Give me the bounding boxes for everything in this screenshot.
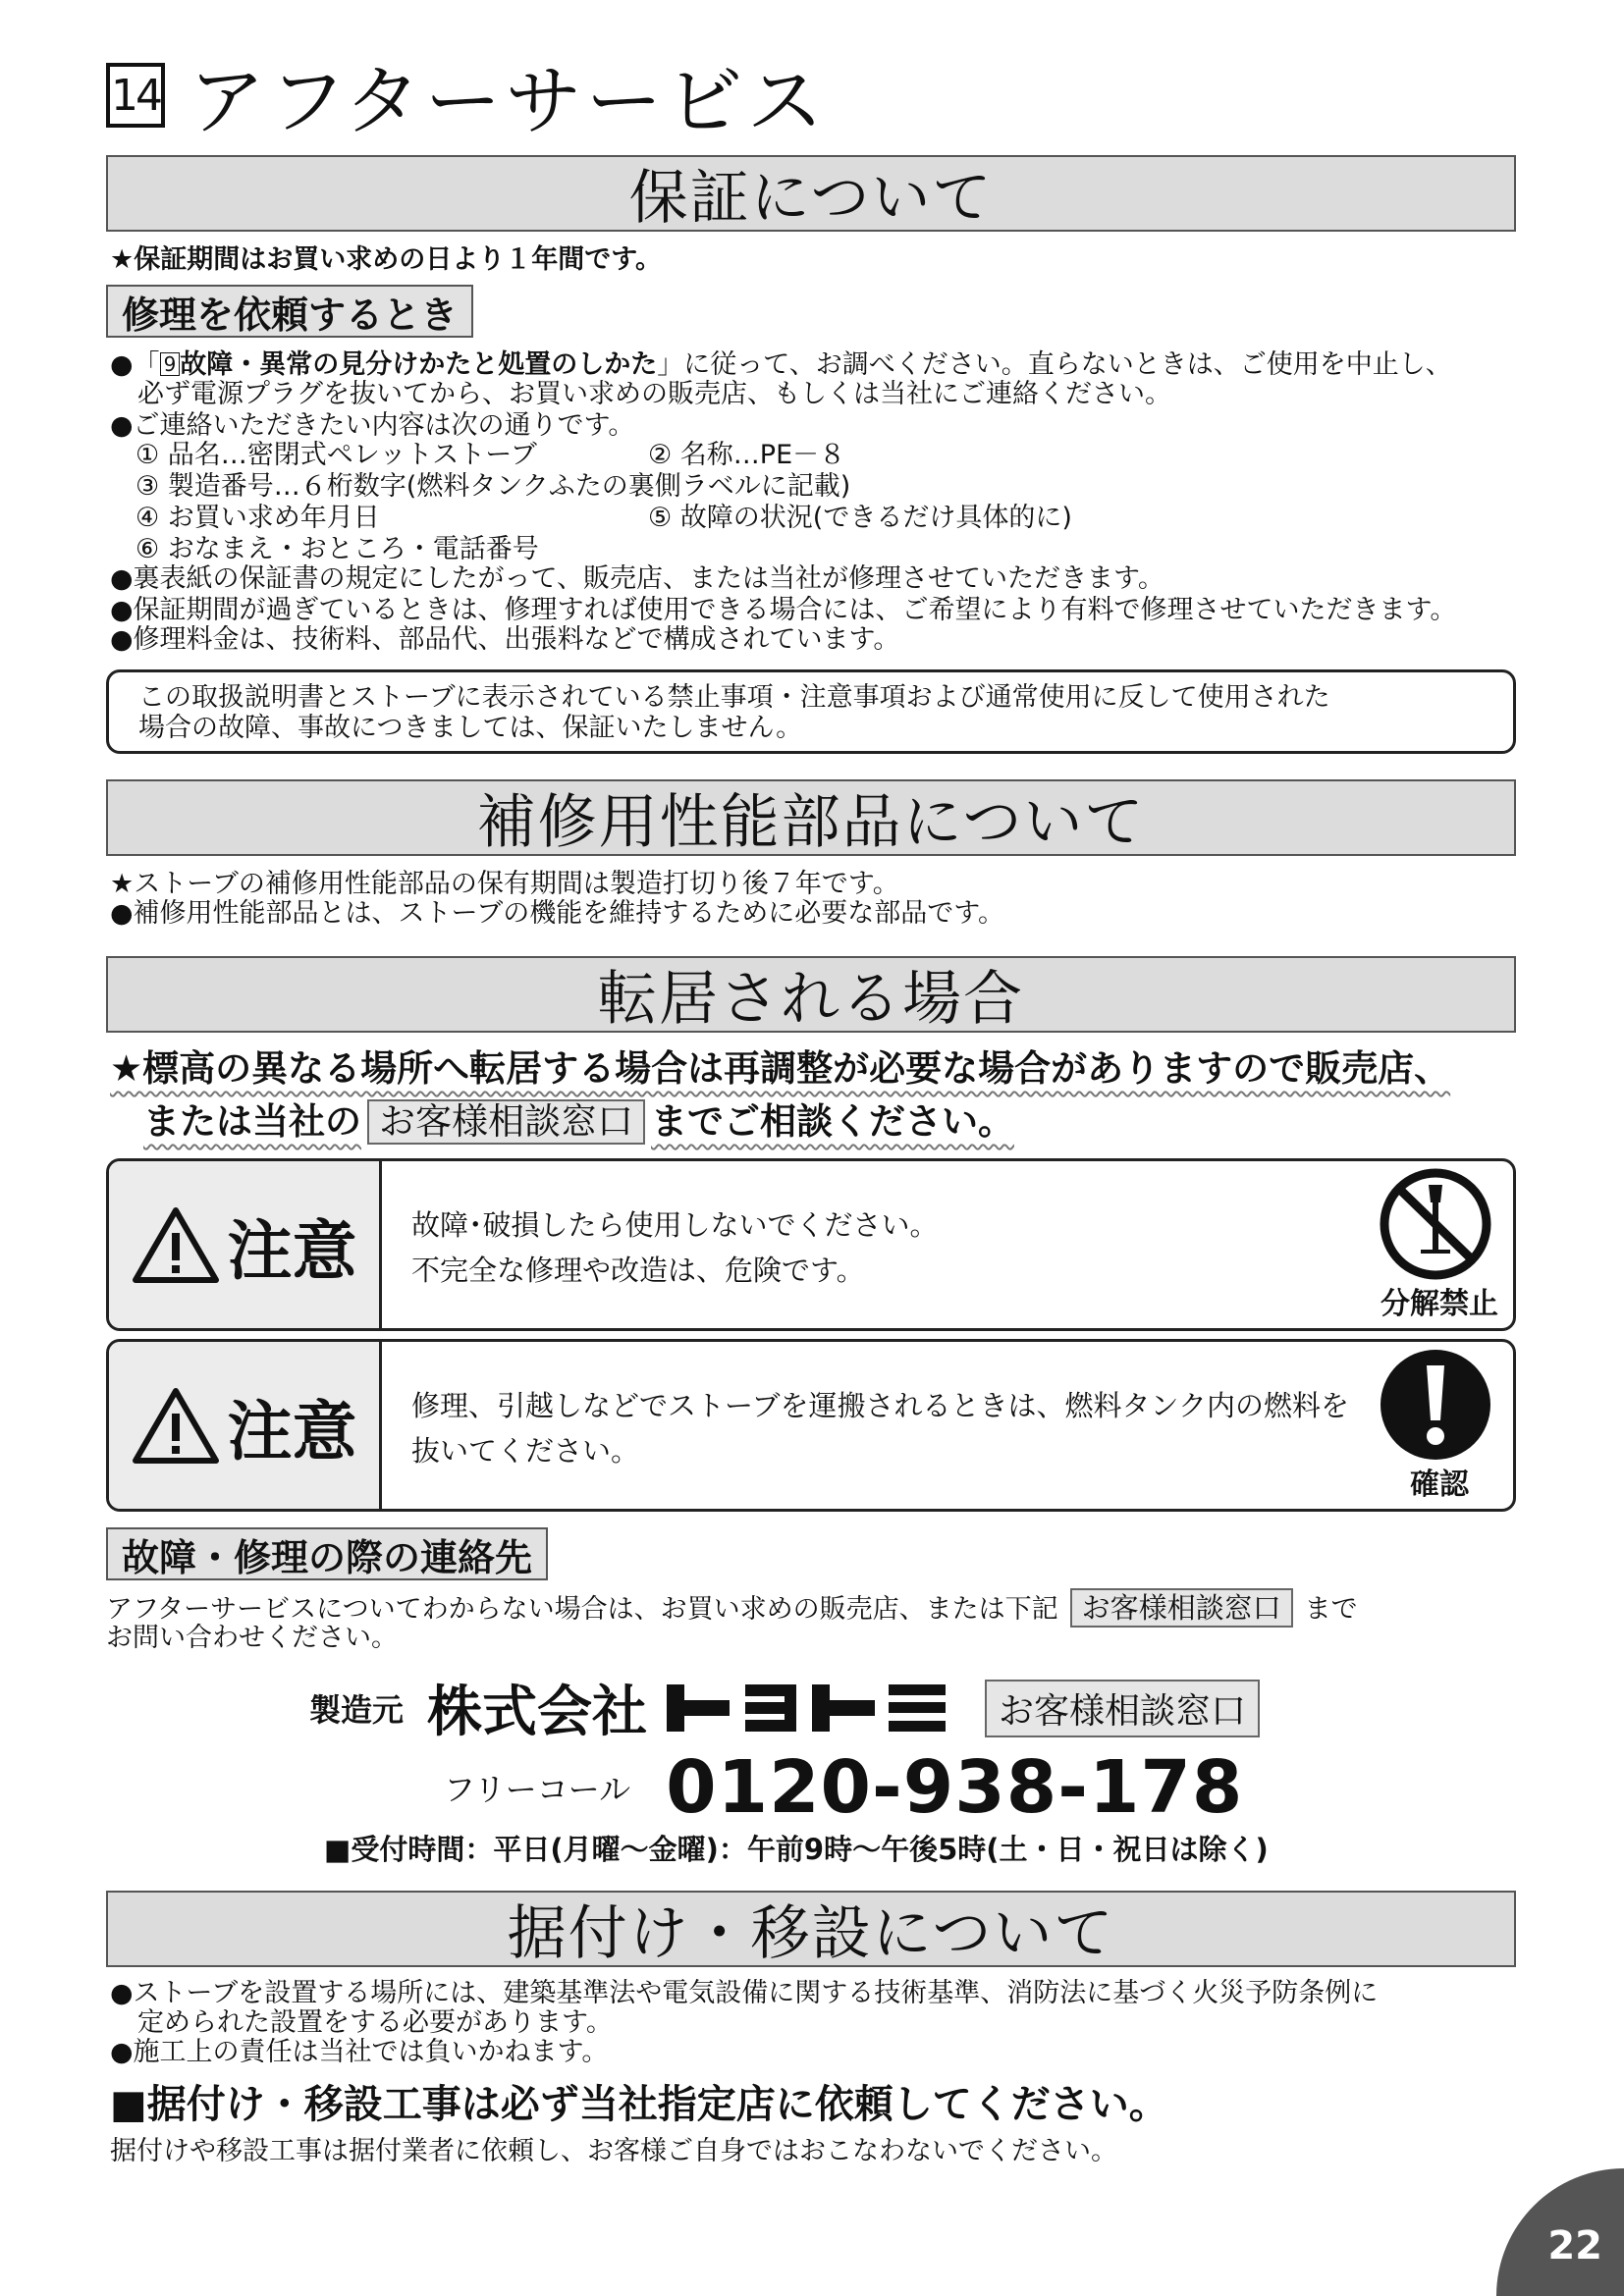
chapter-heading (106, 51, 828, 146)
consultation-window-tag: お客様相談窓口 (367, 1099, 645, 1145)
warning-triangle-icon (132, 1386, 220, 1465)
toyotomi-logo (665, 1681, 949, 1735)
caution-line-2: 抜いてください。 (411, 1434, 640, 1468)
mandatory-check-icon (1372, 1344, 1499, 1471)
warranty-period: ★保証期間はお買い求めの日より１年間です。 (110, 244, 663, 275)
contact-line-1: アフターサービスについてわからない場合は、お買い求めの販売店、または下記 お客様相談窓口 まで (106, 1588, 1358, 1629)
reception-hours: ■受付時間：平日(月曜～金曜)：午前9時～午後5時(土・日・祝日は除く) (324, 1833, 1269, 1866)
info-item-6: ⑥ おなまえ・おところ・電話番号 (135, 534, 539, 564)
caution-symbol (1366, 1161, 1513, 1328)
install-bullet-1-cont: 定められた設置をする必要があります。 (137, 2007, 613, 2038)
ref-section-title: 故障・異常の見分けかたと処置のしかた (180, 349, 658, 380)
warranty-banner: 保証について (106, 155, 1516, 232)
caution-symbol-label: 確認 (1410, 1468, 1469, 1502)
consultation-window-label: お客様相談窓口 (985, 1680, 1260, 1737)
moving-banner: 転居される場合 (106, 956, 1516, 1033)
install-banner: 据付け・移設について (106, 1891, 1516, 1967)
install-bullet-2: ●施工上の責任は当社では負いかねます。 (110, 2037, 609, 2067)
caution-word: 注意 (227, 1212, 357, 1289)
caution-symbol (1366, 1342, 1513, 1509)
repair-bullet-1: ●「 9 故障・異常の見分けかたと処置のしかた」に従って、お調べください。直らないときは、ご使用を中止し、 (110, 349, 1452, 380)
contact-line-2: お問い合わせください。 (106, 1623, 398, 1653)
caution-line-2: 不完全な修理や改造は、危険です。 (411, 1254, 865, 1287)
caution-label (109, 1161, 382, 1328)
repair-bullet-3: ●裏表紙の保証書の規定にしたがって、販売店、または当社が修理させていただきます。 (110, 563, 1164, 594)
repair-bullet-2: ●ご連絡いただきたい内容は次の通りです。 (110, 410, 635, 441)
caution-box-transport (106, 1339, 1516, 1512)
freecall-label: フリーコール (444, 1771, 631, 1808)
moving-notice-line-2: または当社の お客様相談窓口 までご相談ください。 (143, 1100, 1014, 1143)
ref-number-badge: 9 (160, 352, 181, 376)
parts-definition: ●補修用性能部品とは、ストーブの機能を維持するために必要な部品です。 (110, 898, 1005, 929)
info-item-5: ⑤ 故障の状況(できるだけ具体的に) (648, 503, 1072, 533)
repair-bullet-4: ●保証期間が過ぎているときは、修理すれば使用できる場合には、ご希望により有料で修理させていただきます。 (110, 595, 1457, 625)
disclaimer-line-2: 場合の故障、事故につきましては、保証いたしません。 (138, 713, 803, 743)
caution-text (382, 1342, 1366, 1509)
no-disassembly-icon (1372, 1163, 1499, 1291)
company-type: 株式会社 (427, 1681, 648, 1744)
parts-period: ★ストーブの補修用性能部品の保有期間は製造打切り後７年です。 (110, 869, 899, 899)
info-item-1: ① 品名…密閉式ペレットストーブ (135, 440, 537, 470)
disclaimer-line-1: この取扱説明書とストーブに表示されている禁止事項・注意事項および通常使用に反して使用された (138, 682, 1330, 713)
consultation-window-tag: お客様相談窓口 (1070, 1588, 1293, 1628)
caution-text (382, 1161, 1366, 1328)
caution-line-1: 修理、引越しなどでストーブを運搬されるときは、燃料タンク内の燃料を (411, 1389, 1349, 1422)
manufacturer-row (309, 1674, 1260, 1742)
caution-line-1: 故障･破損したら使用しないでください。 (411, 1208, 939, 1242)
info-item-4: ④ お買い求め年月日 (135, 503, 380, 533)
info-item-2: ② 名称…PE－８ (648, 440, 846, 470)
caution-symbol-label: 分解禁止 (1380, 1287, 1498, 1321)
page-number-tab (1496, 2168, 1624, 2296)
warning-triangle-icon (132, 1205, 220, 1284)
repair-bullet-1-cont: 必ず電源プラグを抜いてから、お買い求めの販売店、もしくは当社にご連絡ください。 (137, 379, 1171, 409)
warranty-disclaimer-box (106, 669, 1516, 754)
manufacturer-prefix: 製造元 (309, 1691, 405, 1729)
repair-request-subhead: 修理を依頼するとき (106, 285, 473, 338)
info-item-3: ③ 製造番号…６桁数字(燃料タンクふたの裏側ラベルに記載) (135, 471, 851, 502)
install-bullet-1: ●ストーブを設置する場所には、建築基準法や電気設備に関する技術基準、消防法に基づく火災予防条例に (110, 1978, 1379, 2008)
caution-label (109, 1342, 382, 1509)
moving-notice-line-1: ★標高の異なる場所へ転居する場合は再調整が必要な場合がありますので販売店、 (110, 1047, 1451, 1090)
caution-box-disassembly (106, 1158, 1516, 1331)
chapter-title: アフターサービス (189, 58, 828, 146)
install-note: 据付けや移設工事は据付業者に依頼し、お客様ご自身ではおこなわないでください。 (110, 2136, 1117, 2166)
chapter-number: 14 (106, 63, 165, 128)
parts-banner: 補修用性能部品について (106, 779, 1516, 856)
install-heading: ■据付け・移設工事は必ず当社指定店に依頼してください。 (110, 2082, 1168, 2127)
caution-word: 注意 (227, 1393, 357, 1469)
phone-number[interactable]: 0120-938-178 (666, 1745, 1244, 1830)
repair-bullet-5: ●修理料金は、技術料、部品代、出張料などで構成されています。 (110, 624, 900, 655)
freecall-row (444, 1745, 1243, 1830)
page-number: 22 (1547, 2223, 1602, 2269)
contact-subhead: 故障・修理の際の連絡先 (106, 1527, 548, 1580)
